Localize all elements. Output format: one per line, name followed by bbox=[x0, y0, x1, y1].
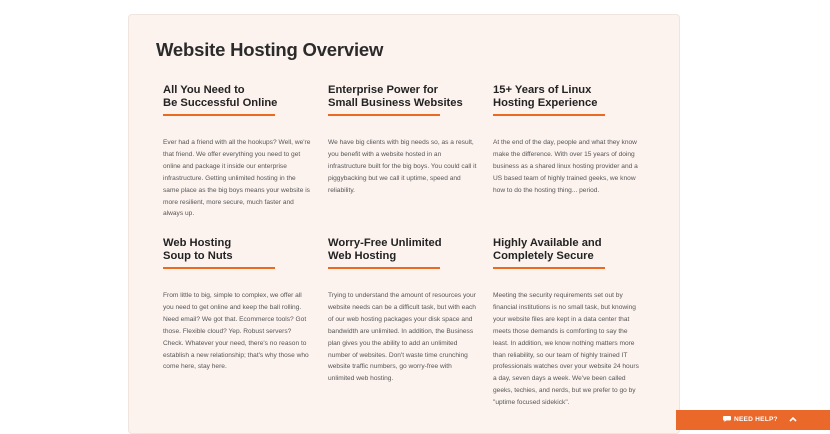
chevron-up-icon[interactable] bbox=[789, 416, 797, 422]
feature-heading-line: Hosting Experience bbox=[493, 96, 598, 109]
feature-heading bbox=[328, 237, 478, 262]
feature-block-linux-experience bbox=[493, 84, 643, 197]
feature-heading bbox=[493, 237, 643, 262]
need-help-button[interactable] bbox=[676, 410, 830, 430]
heading-underline bbox=[328, 114, 440, 116]
feature-block-worry-free bbox=[328, 237, 478, 385]
need-help-label: NEED HELP? bbox=[734, 416, 778, 423]
feature-heading-line: Completely Secure bbox=[493, 249, 594, 262]
feature-heading bbox=[163, 84, 313, 109]
feature-heading-line: Enterprise Power for bbox=[328, 84, 439, 96]
feature-heading-line: Worry-Free Unlimited bbox=[328, 237, 442, 249]
feature-heading-line: All You Need to bbox=[163, 84, 245, 96]
feature-heading-line: Web Hosting bbox=[163, 237, 232, 249]
feature-heading bbox=[328, 84, 478, 109]
hosting-overview-panel bbox=[128, 14, 680, 434]
feature-heading-line: Web Hosting bbox=[328, 249, 397, 262]
feature-body: We have big clients with big needs so, as a result, you benefit with a website hosted in an infrastructure built for the big boys. You could call it piggybacking but we call it uptime, speed and reliability. bbox=[328, 139, 477, 194]
heading-underline bbox=[163, 267, 275, 269]
feature-block-enterprise-power bbox=[328, 84, 478, 197]
heading-underline bbox=[328, 267, 440, 269]
heading-underline bbox=[493, 267, 605, 269]
feature-body: Meeting the security requirements set out by financial institutions is no small task, but knowing your website files are kept in a data center that meets those demands is comforting to say the least. In addition, we know nothing matters more than reliability, so our team of highly trained IT professionals watches over your website 24 hours a day, seven days a week. We've been called geeks, techies, and nerds, but we prefer to go by "uptime focused sidekick". bbox=[493, 292, 639, 407]
feature-heading-line: Soup to Nuts bbox=[163, 249, 233, 262]
feature-heading-line: 15+ Years of Linux bbox=[493, 84, 592, 96]
feature-body: Ever had a friend with all the hookups? Well, we're that friend. We offer everything you need to get online and package it inside our enterprise infrastructure. Getting unlimited hosting in the same place as the big boys means your website is more resilient, more secure, much faster and always up. bbox=[163, 139, 311, 218]
feature-body: At the end of the day, people and what they know make the difference. With over 15 years of doing business as a shared linux hosting provider and a US based team of highly trained geeks, we know how to do the hosting thing... period. bbox=[493, 139, 638, 194]
feature-heading-line: Small Business Websites bbox=[328, 96, 463, 109]
feature-heading-line: Be Successful Online bbox=[163, 96, 278, 109]
feature-heading bbox=[493, 84, 643, 109]
feature-heading-line: Highly Available and bbox=[493, 237, 602, 249]
feature-block-soup-to-nuts bbox=[163, 237, 313, 373]
section-title: Website Hosting Overview bbox=[156, 39, 384, 60]
feature-block-successful-online bbox=[163, 84, 313, 220]
chat-icon bbox=[723, 416, 731, 422]
feature-body: From little to big, simple to complex, we offer all you need to get online and keep the ball rolling. Need email? We got that. Ecommerce tools? Got those. Flexible cloud? Yep. Robust servers? Check. Whatever your need, there's no reason to establish a new relationship; that's why those who come here, stay here. bbox=[163, 292, 309, 371]
feature-heading bbox=[163, 237, 313, 262]
feature-block-highly-available bbox=[493, 237, 643, 409]
heading-underline bbox=[163, 114, 275, 116]
feature-body: Trying to understand the amount of resources your website needs can be a difficult task, but with each of our web hosting packages your disk space and bandwidth are unlimited. In addition, the Business plan gives you the ability to add an unlimited number of websites. Don't waste time crunching website traffic numbers, go worry-free with unlimited web hosting. bbox=[328, 292, 476, 383]
heading-underline bbox=[493, 114, 605, 116]
